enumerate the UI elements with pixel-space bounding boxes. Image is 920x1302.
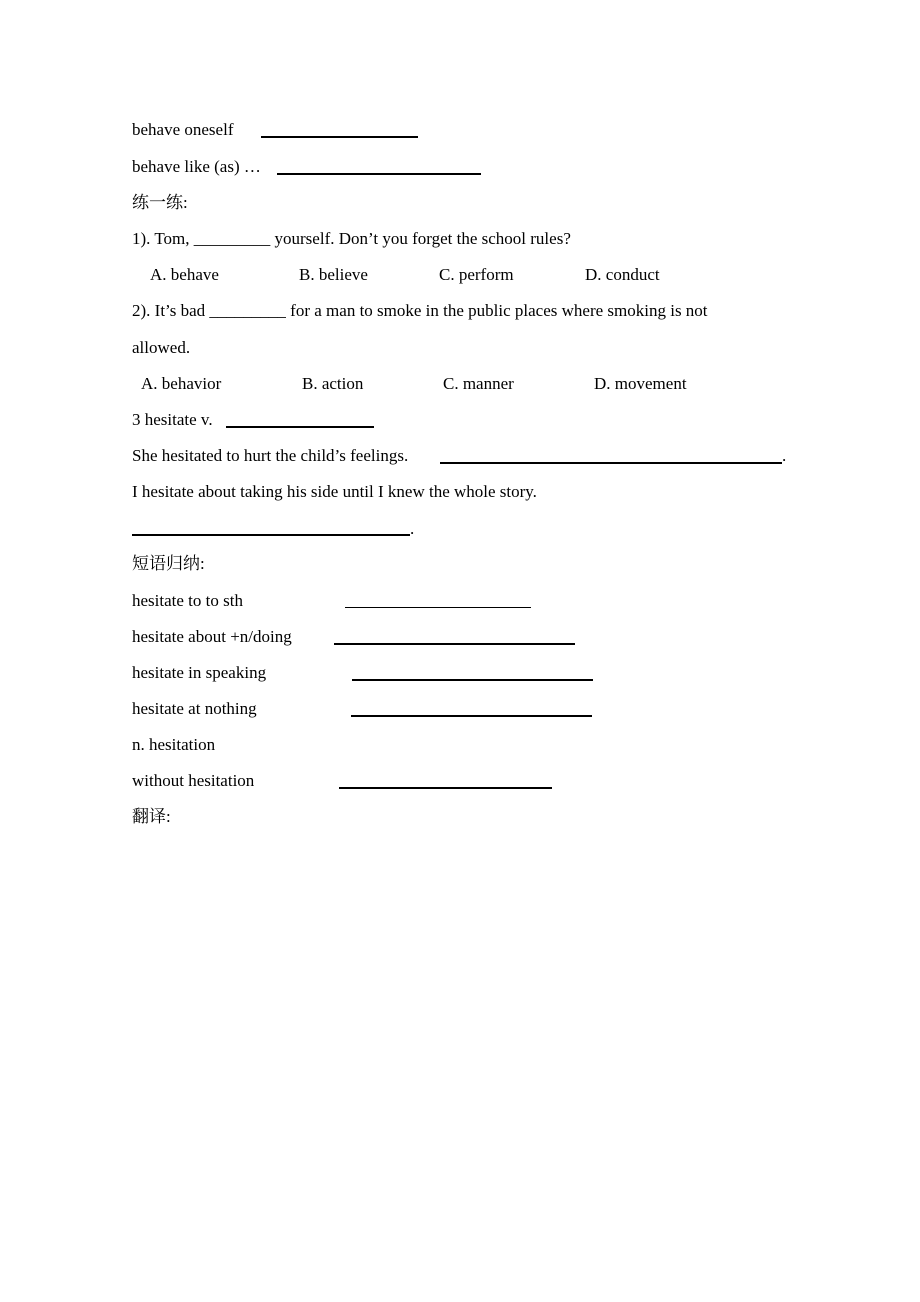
q2-option-d[interactable]: D. movement <box>594 374 687 393</box>
phrases-label: 短语归纳: <box>132 554 205 573</box>
q1-option-d[interactable]: D. conduct <box>585 265 660 284</box>
question-2-continued: allowed. <box>132 338 191 357</box>
answer-blank[interactable] <box>277 173 481 175</box>
answer-blank[interactable] <box>352 679 593 681</box>
phrase-behave-like: behave like (as) … <box>132 157 261 176</box>
answer-blank[interactable] <box>351 715 592 717</box>
q2-option-b[interactable]: B. action <box>302 374 364 393</box>
hesitate-heading: 3 hesitate v. <box>132 410 213 429</box>
question-1: 1). Tom, _________ yourself. Don’t you forget the school rules? <box>132 229 571 248</box>
translation-blank[interactable] <box>132 534 410 536</box>
q1-option-b[interactable]: B. believe <box>299 265 368 284</box>
translation-blank[interactable] <box>440 462 782 464</box>
answer-blank[interactable] <box>334 643 575 645</box>
q2-option-c[interactable]: C. manner <box>443 374 514 393</box>
phrase-hesitation-noun: n. hesitation <box>132 735 216 754</box>
hesitate-example-2: I hesitate about taking his side until I knew the whole story. <box>132 482 537 501</box>
hesitate-example-1: She hesitated to hurt the child’s feelings. <box>132 446 409 465</box>
phrase-hesitate-about: hesitate about +n/doing <box>132 627 292 646</box>
period: . <box>782 446 787 465</box>
answer-blank[interactable] <box>345 607 531 608</box>
phrase-without-hesitation: without hesitation <box>132 771 255 790</box>
phrase-hesitate-to: hesitate to to sth <box>132 591 243 610</box>
q1-option-a[interactable]: A. behave <box>150 265 219 284</box>
phrase-behave-oneself: behave oneself <box>132 120 234 139</box>
answer-blank[interactable] <box>261 136 418 138</box>
q2-option-a[interactable]: A. behavior <box>141 374 222 393</box>
question-2: 2). It’s bad _________ for a man to smoke in the public places where smoking is not <box>132 301 708 320</box>
q1-option-c[interactable]: C. perform <box>439 265 514 284</box>
period: . <box>410 519 415 538</box>
phrase-hesitate-at-nothing: hesitate at nothing <box>132 699 257 718</box>
phrase-hesitate-in-speaking: hesitate in speaking <box>132 663 267 682</box>
practice-label: 练一练: <box>132 193 188 212</box>
answer-blank[interactable] <box>226 426 374 428</box>
translate-label: 翻译: <box>132 807 171 826</box>
answer-blank[interactable] <box>339 787 552 789</box>
